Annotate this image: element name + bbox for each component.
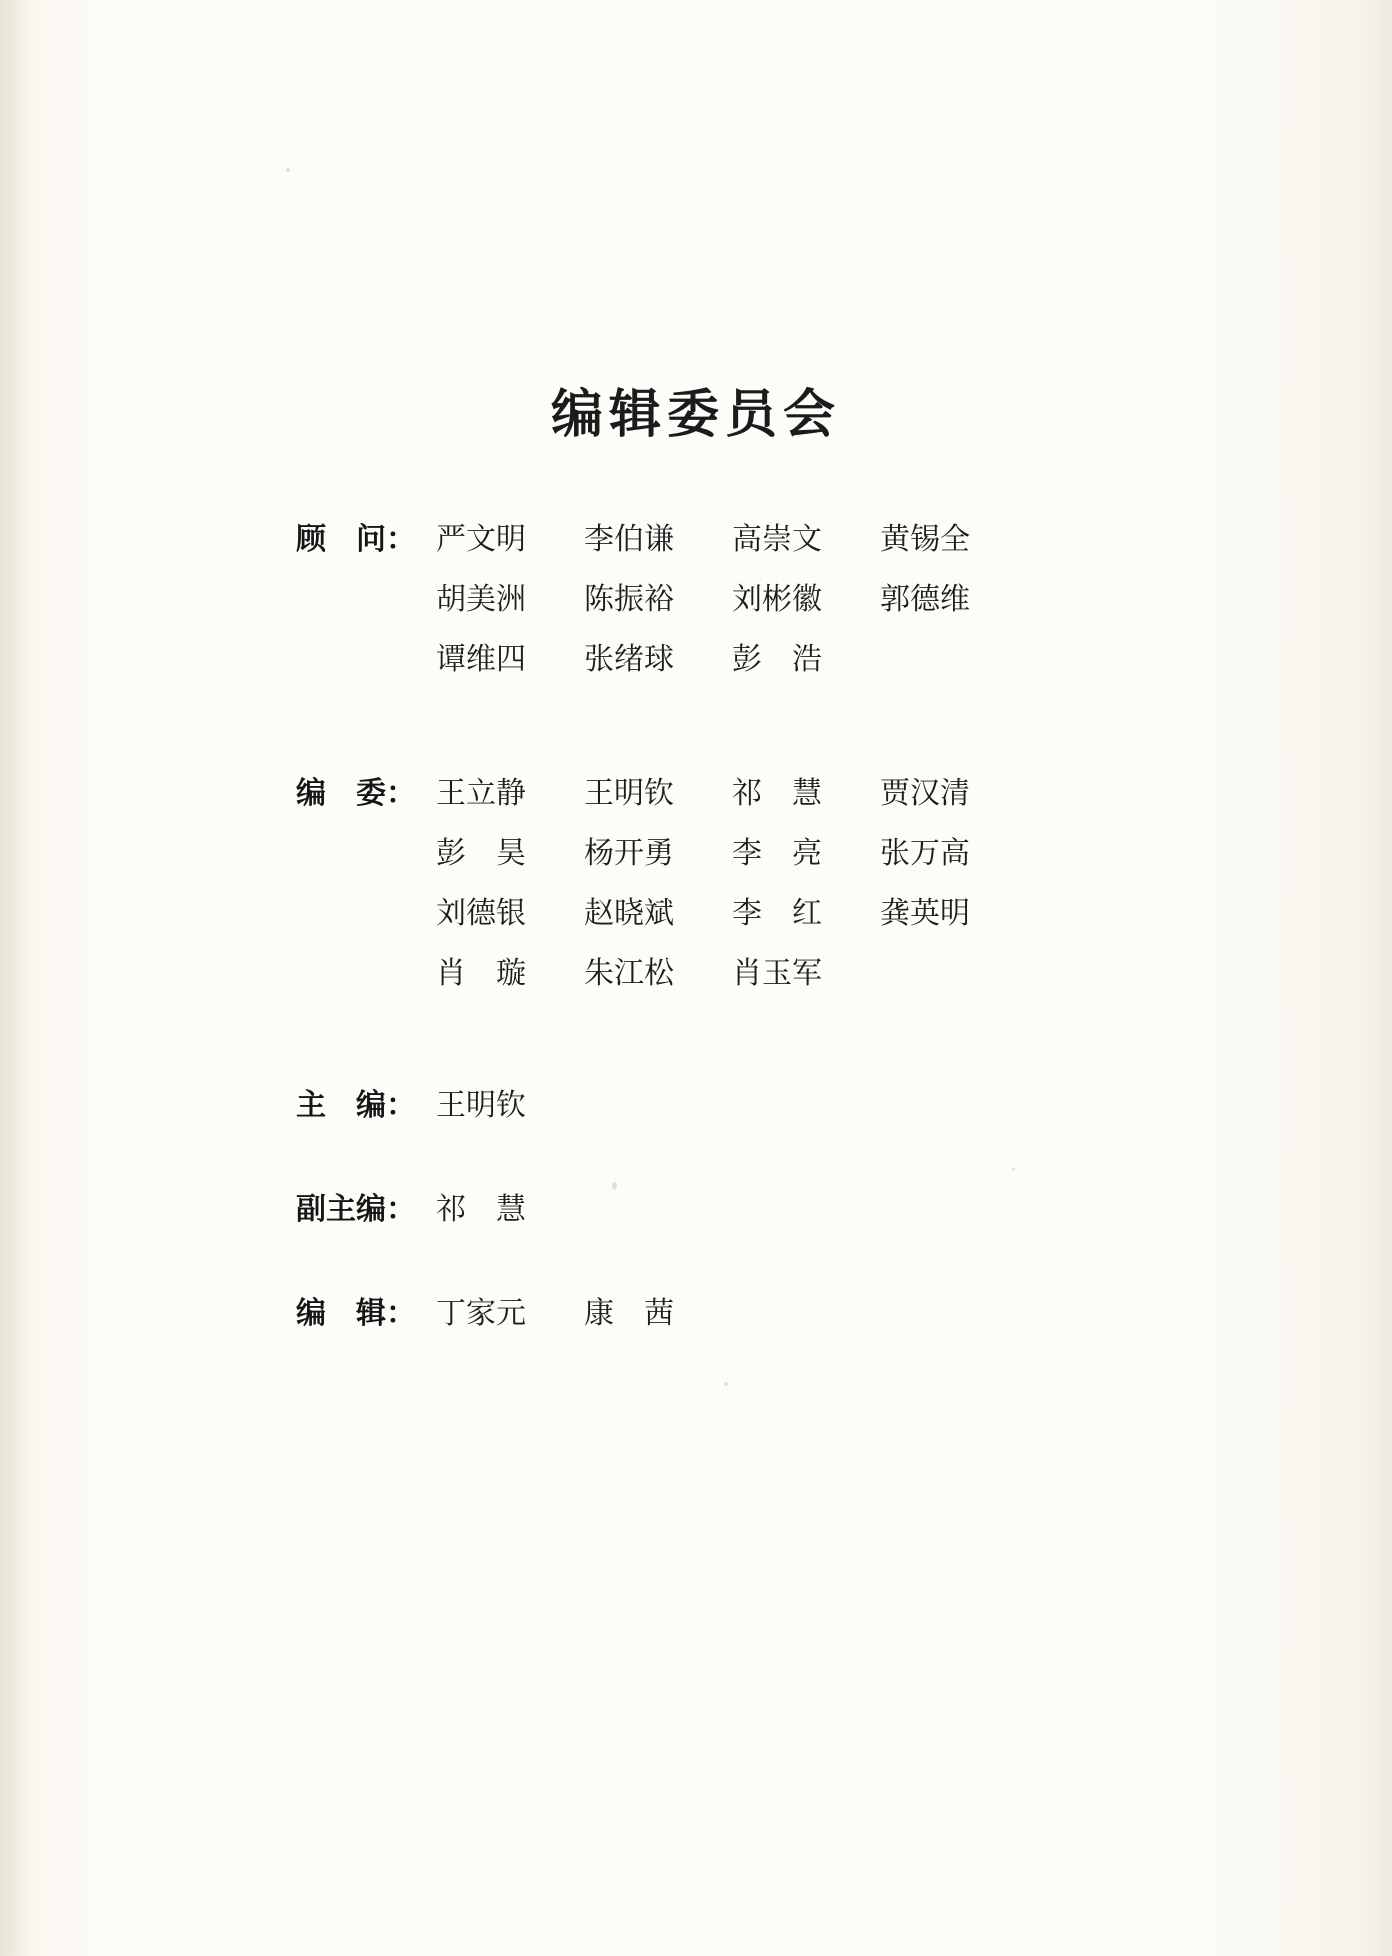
name-row bbox=[436, 764, 1296, 824]
section-rows-editors bbox=[436, 1284, 1296, 1344]
section-rows-advisors bbox=[436, 510, 1296, 690]
section-editorial-members bbox=[296, 764, 1296, 1004]
person-name: 李伯谦 bbox=[584, 522, 674, 557]
section-rows-deputy-chief-editor bbox=[436, 1180, 1296, 1240]
name-row bbox=[436, 1180, 1296, 1240]
section-label-chief-editor: 主 编： bbox=[296, 1088, 416, 1123]
person-name: 贾汉清 bbox=[880, 776, 970, 811]
name-row bbox=[436, 1284, 1296, 1344]
person-name: 赵晓斌 bbox=[584, 896, 674, 931]
person-name: 胡美洲 bbox=[436, 582, 526, 617]
section-label-editorial-members: 编 委： bbox=[296, 776, 416, 811]
section-advisors bbox=[296, 510, 1296, 690]
section-rows-chief-editor bbox=[436, 1076, 1296, 1136]
person-name: 朱江松 bbox=[584, 956, 674, 991]
person-name: 李 红 bbox=[732, 896, 822, 931]
section-label-editors: 编 辑： bbox=[296, 1296, 416, 1331]
person-name: 肖玉军 bbox=[732, 956, 822, 991]
person-name: 彭 浩 bbox=[732, 642, 822, 677]
name-row bbox=[436, 630, 1296, 690]
person-name: 郭德维 bbox=[880, 582, 970, 617]
section-label-deputy-chief-editor: 副主编： bbox=[296, 1192, 416, 1227]
person-name: 康 茜 bbox=[584, 1296, 674, 1331]
person-name: 王明钦 bbox=[584, 776, 674, 811]
person-name: 彭 昊 bbox=[436, 836, 526, 871]
scan-speck bbox=[724, 1382, 728, 1386]
person-name: 祁 慧 bbox=[732, 776, 822, 811]
name-row bbox=[436, 570, 1296, 630]
person-name: 李 亮 bbox=[732, 836, 822, 871]
person-name: 张万高 bbox=[880, 836, 970, 871]
section-chief-editor bbox=[296, 1076, 1296, 1136]
name-row bbox=[436, 510, 1296, 570]
section-deputy-chief-editor bbox=[296, 1180, 1296, 1240]
scan-speck bbox=[612, 1182, 617, 1190]
spacer bbox=[296, 734, 1296, 764]
spacer bbox=[296, 1048, 1296, 1076]
person-name: 张绪球 bbox=[584, 642, 674, 677]
person-name: 黄锡全 bbox=[880, 522, 970, 557]
person-name: 祁 慧 bbox=[436, 1192, 526, 1227]
person-name: 王明钦 bbox=[436, 1088, 526, 1123]
section-rows-editorial-members bbox=[436, 764, 1296, 1004]
name-row bbox=[436, 824, 1296, 884]
person-name: 陈振裕 bbox=[584, 582, 674, 617]
name-row bbox=[436, 1076, 1296, 1136]
person-name: 严文明 bbox=[436, 522, 526, 557]
section-label-advisors: 顾 问： bbox=[296, 522, 416, 557]
person-name: 杨开勇 bbox=[584, 836, 674, 871]
page-title: 编辑委员会 bbox=[550, 385, 841, 445]
name-row bbox=[436, 944, 1296, 1004]
scan-speck bbox=[1012, 1168, 1015, 1171]
name-row bbox=[436, 884, 1296, 944]
person-name: 刘德银 bbox=[436, 896, 526, 931]
scan-speck bbox=[286, 168, 290, 172]
person-name: 丁家元 bbox=[436, 1296, 526, 1331]
committee-sections bbox=[296, 510, 1296, 1388]
section-editors bbox=[296, 1284, 1296, 1344]
person-name: 龚英明 bbox=[880, 896, 970, 931]
person-name: 高崇文 bbox=[732, 522, 822, 557]
person-name: 谭维四 bbox=[436, 642, 526, 677]
person-name: 王立静 bbox=[436, 776, 526, 811]
person-name: 肖 璇 bbox=[436, 956, 526, 991]
person-name: 刘彬徽 bbox=[732, 582, 822, 617]
